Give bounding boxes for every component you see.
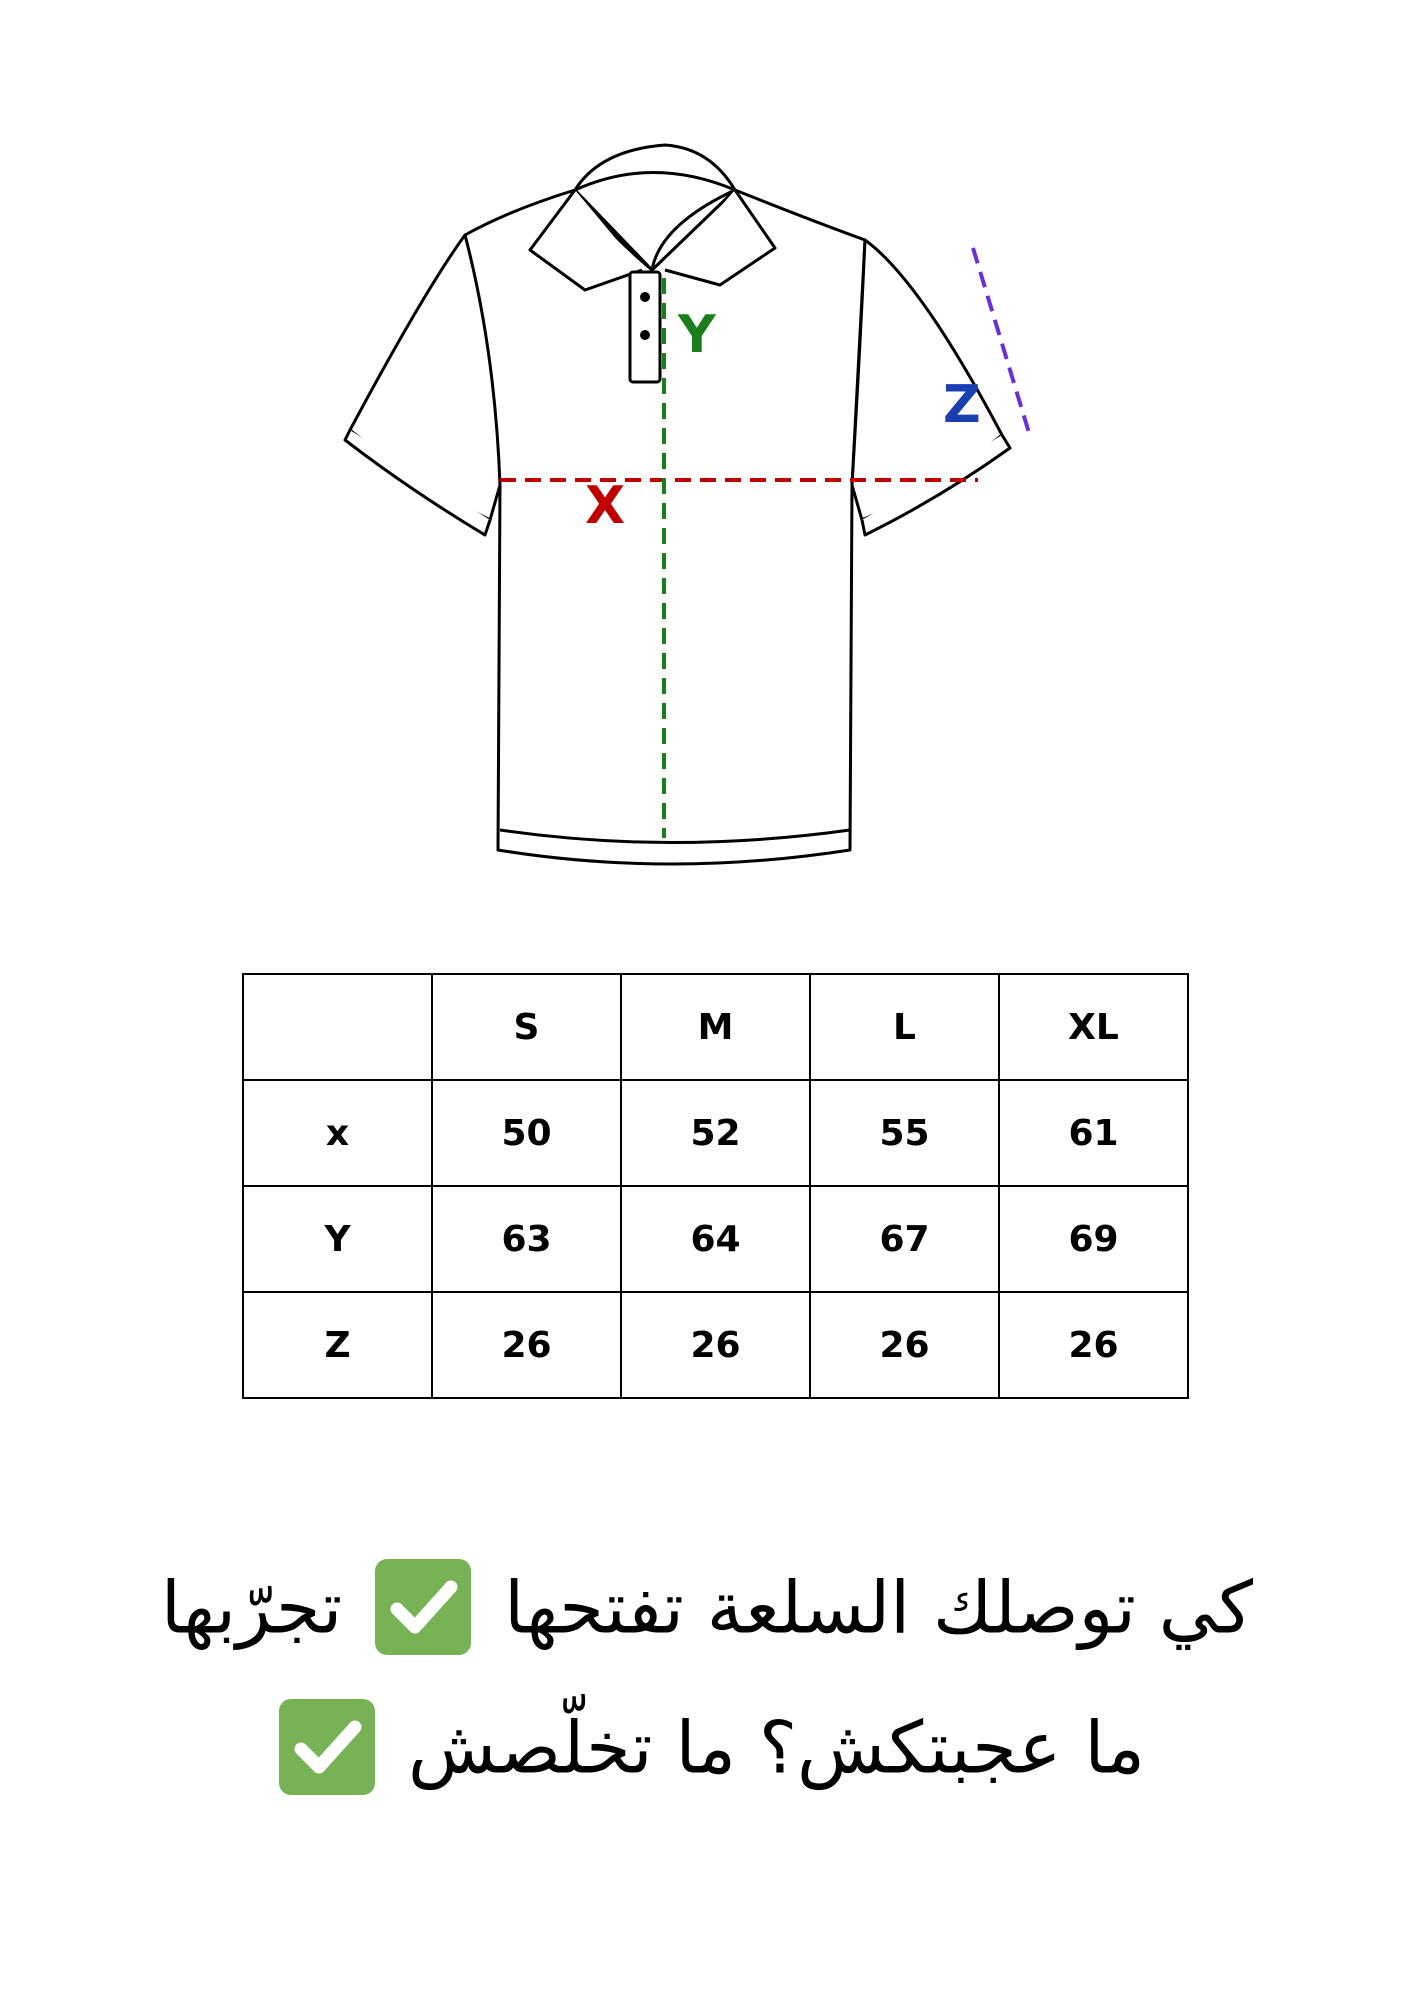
table-cell: 26: [810, 1292, 999, 1398]
table-cell: 55: [810, 1080, 999, 1186]
slogan-line-1: [0, 1565, 1414, 1661]
check-mark-button-icon: [279, 1699, 375, 1795]
button-2: [640, 330, 650, 340]
table-cell: 52: [621, 1080, 810, 1186]
slogan-line-1-end: تجرّبها: [160, 1565, 343, 1650]
y-label: Y: [678, 305, 716, 365]
table-row: [243, 1080, 1188, 1186]
size-table: [242, 973, 1189, 1399]
slogan-line-2-start: ما عجبتكش؟ ما تخلّصش: [407, 1705, 1145, 1790]
x-label: X: [585, 476, 626, 536]
table-cell: 64: [621, 1186, 810, 1292]
table-cell: 67: [810, 1186, 999, 1292]
measure-label-cell: Z: [243, 1292, 432, 1398]
slogan-line-2: [0, 1705, 1414, 1801]
table-header-row: [243, 974, 1188, 1080]
table-cell: 26: [999, 1292, 1188, 1398]
size-header-cell: M: [621, 974, 810, 1080]
table-cell: 63: [432, 1186, 621, 1292]
button-1: [640, 292, 650, 302]
placket: [630, 272, 660, 382]
table-row: [243, 1292, 1188, 1398]
size-header-cell: [243, 974, 432, 1080]
measure-label-cell: Y: [243, 1186, 432, 1292]
table-cell: 50: [432, 1080, 621, 1186]
slogan-line-1-start: كي توصلك السلعة تفتحها: [504, 1565, 1254, 1650]
table-cell: 69: [999, 1186, 1188, 1292]
size-header-cell: XL: [999, 974, 1188, 1080]
table-cell: 26: [432, 1292, 621, 1398]
table-cell: 61: [999, 1080, 1188, 1186]
size-header-cell: S: [432, 974, 621, 1080]
size-header-cell: L: [810, 974, 999, 1080]
table-row: [243, 1186, 1188, 1292]
table-cell: 26: [621, 1292, 810, 1398]
polo-shirt-diagram: [330, 130, 1090, 890]
check-mark-button-icon: [375, 1559, 471, 1655]
z-label: Z: [943, 375, 981, 435]
measure-label-cell: x: [243, 1080, 432, 1186]
